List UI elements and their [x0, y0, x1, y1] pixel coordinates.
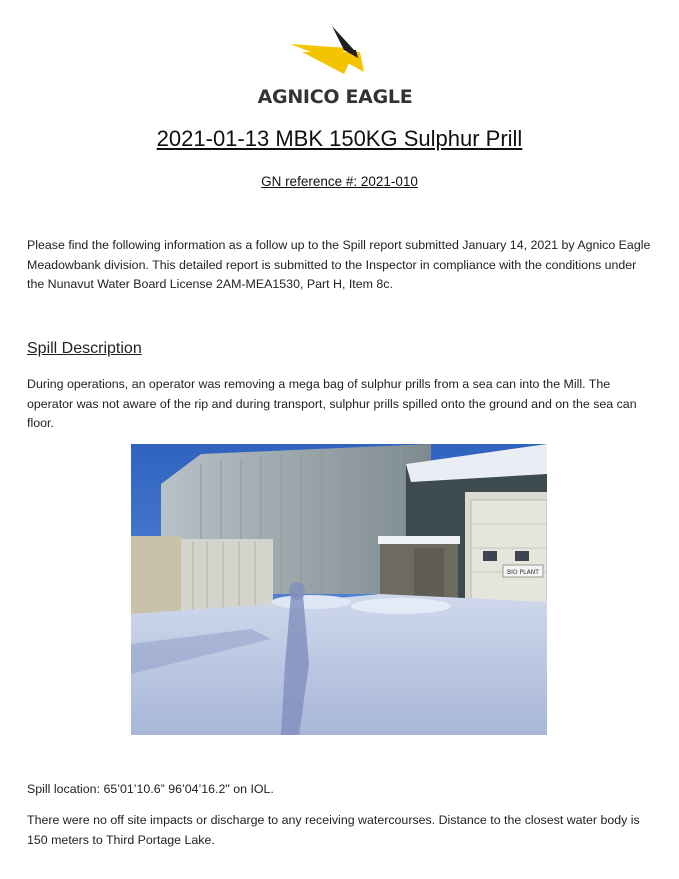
- spill-site-photo-illustration: [131, 444, 547, 735]
- spill-site-photo: [131, 444, 547, 735]
- company-logo: [250, 22, 420, 112]
- section-heading-spill-description: Spill Description: [27, 340, 142, 357]
- spill-location: Spill location: 65’01’10.6” 96’04’16.2" on IOL.: [27, 782, 274, 796]
- page-title: 2021-01-13 MBK 150KG Sulphur Prill: [156, 126, 523, 151]
- eagle-logo-icon: [288, 22, 378, 82]
- bio-plant-sign: BIO PLANT: [507, 569, 539, 576]
- spill-description-text: During operations, an operator was removing a mega bag of sulphur prills from a sea can into the Mill. The operator was not aware of the rip and during transport, sulphur prills spilled onto the ground and on the sea can floor.: [27, 377, 637, 430]
- impacts-statement: There were no off site impacts or discharge to any receiving watercourses. Distance to the closest water body is 150 meters to Third Portage Lake.: [27, 813, 640, 847]
- logo-wordmark: AGNICO EAGLE: [257, 86, 413, 108]
- gn-reference: GN reference #: 2021-010: [261, 174, 418, 189]
- intro-paragraph: Please find the following information as a follow up to the Spill report submitted January 14, 2021 by Agnico Eagle Meadowbank division. This detailed report is submitted to the Inspector in compliance with the conditions under the Nunavut Water Board License 2AM-MEA1530, Part H, Item 8c.: [27, 238, 651, 291]
